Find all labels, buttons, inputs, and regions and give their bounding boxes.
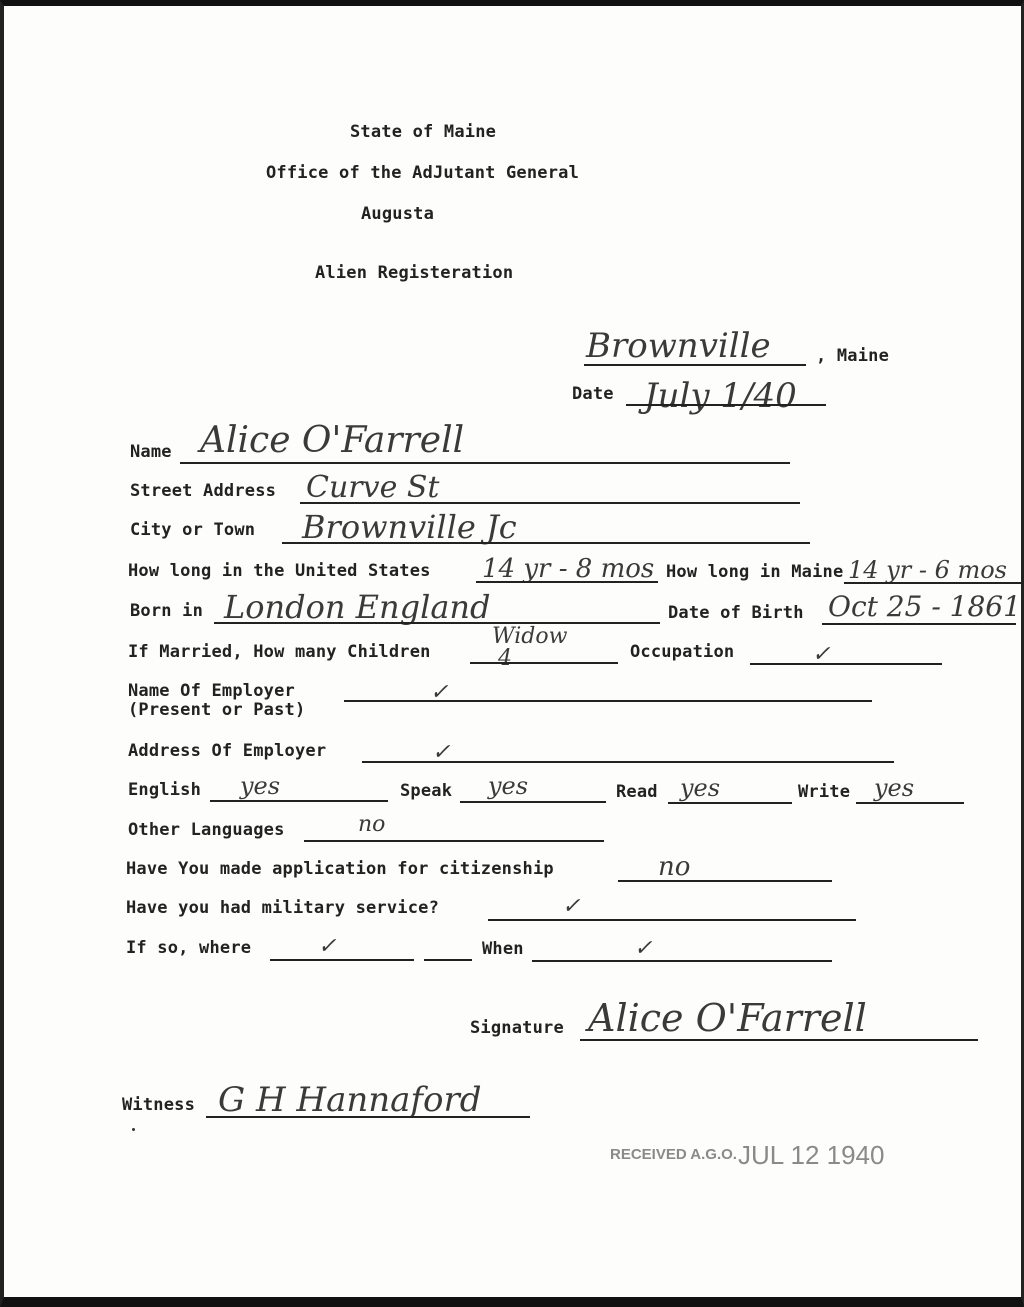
- header-city: Augusta: [361, 204, 435, 224]
- english-line: [210, 800, 388, 802]
- street-label: Street Address: [130, 481, 277, 501]
- write-line: [856, 802, 964, 804]
- employer-address-value: ✓: [432, 740, 451, 765]
- stray-dot: [132, 1128, 135, 1131]
- where-line: [270, 959, 414, 961]
- street-line: [300, 502, 800, 504]
- signature-line: [580, 1039, 978, 1041]
- place-line: [584, 364, 806, 366]
- form-title: Alien Registeration: [315, 263, 514, 283]
- other-languages-line: [304, 840, 604, 842]
- born-in-line: [214, 622, 660, 624]
- other-languages-label: Other Languages: [128, 820, 285, 840]
- occupation-line: [750, 663, 942, 665]
- children-note: Widow: [492, 624, 568, 649]
- signature-label: Signature: [470, 1018, 564, 1038]
- children-line: [470, 662, 618, 664]
- write-value: yes: [874, 774, 915, 802]
- city-value: Brownville Jc: [302, 508, 517, 546]
- header-state: State of Maine: [350, 122, 497, 142]
- employer-line: [344, 700, 872, 702]
- born-in-value: London England: [224, 588, 491, 626]
- how-long-us-line: [476, 581, 658, 583]
- date-value: July 1/40: [644, 376, 797, 416]
- citizenship-line: [618, 880, 832, 882]
- date-line: [626, 404, 826, 406]
- where-label: If so, where: [126, 938, 252, 958]
- children-value: 4: [498, 646, 512, 671]
- how-long-maine-value: 14 yr - 6 mos: [848, 556, 1007, 584]
- english-label: English: [128, 780, 202, 800]
- received-stamp-date: JUL 12 1940: [738, 1140, 885, 1170]
- read-value: yes: [680, 774, 721, 802]
- street-value: Curve St: [306, 470, 440, 505]
- witness-line: [206, 1116, 530, 1118]
- how-long-maine-label: How long in Maine: [666, 562, 844, 582]
- how-long-maine-line: [844, 582, 1022, 584]
- place-town-value: Brownville: [586, 326, 771, 366]
- born-in-label: Born in: [130, 601, 204, 621]
- speak-label: Speak: [400, 781, 453, 801]
- military-label: Have you had military service?: [126, 898, 440, 918]
- received-stamp: RECEIVED A.G.O.: [610, 1146, 737, 1163]
- name-value: Alice O'Farrell: [200, 420, 465, 461]
- employer-label: Name Of Employer: [128, 681, 295, 701]
- signature-value: Alice O'Farrell: [588, 996, 867, 1040]
- witness-label: Witness: [122, 1095, 196, 1115]
- dob-label: Date of Birth: [668, 603, 804, 623]
- date-label: Date: [572, 384, 614, 404]
- city-line: [282, 542, 810, 544]
- where-line-2: [424, 959, 472, 961]
- witness-value: G H Hannaford: [218, 1080, 482, 1120]
- employer-address-line: [362, 761, 894, 763]
- when-label: When: [482, 939, 524, 959]
- citizenship-value: no: [658, 852, 691, 882]
- occupation-label: Occupation: [630, 642, 735, 662]
- city-label: City or Town: [130, 520, 256, 540]
- speak-line: [460, 801, 606, 803]
- where-value: ✓: [318, 934, 337, 959]
- dob-line: [822, 623, 1016, 625]
- write-label: Write: [798, 782, 851, 802]
- when-line: [532, 960, 832, 962]
- header-office: Office of the AdJutant General: [266, 163, 580, 183]
- how-long-us-label: How long in the United States: [128, 561, 431, 581]
- how-long-us-value: 14 yr - 8 mos: [482, 554, 655, 584]
- read-line: [668, 802, 792, 804]
- other-languages-value: no: [358, 812, 386, 837]
- employer-address-label: Address Of Employer: [128, 741, 327, 761]
- name-line: [180, 462, 790, 464]
- occupation-value: ✓: [812, 642, 831, 667]
- military-line: [488, 919, 856, 921]
- children-label: If Married, How many Children: [128, 642, 431, 662]
- place-state-label: , Maine: [816, 346, 890, 366]
- when-value: ✓: [634, 936, 653, 961]
- speak-value: yes: [488, 772, 529, 800]
- dob-value: Oct 25 - 1861: [828, 590, 1021, 623]
- citizenship-label: Have You made application for citizenship: [126, 859, 554, 879]
- english-value: yes: [240, 772, 281, 800]
- name-label: Name: [130, 442, 172, 462]
- read-label: Read: [616, 782, 658, 802]
- employer-value: ✓: [430, 680, 449, 705]
- place-state: Maine: [836, 346, 890, 366]
- employer-sublabel: (Present or Past): [128, 700, 306, 720]
- military-value: ✓: [562, 894, 581, 919]
